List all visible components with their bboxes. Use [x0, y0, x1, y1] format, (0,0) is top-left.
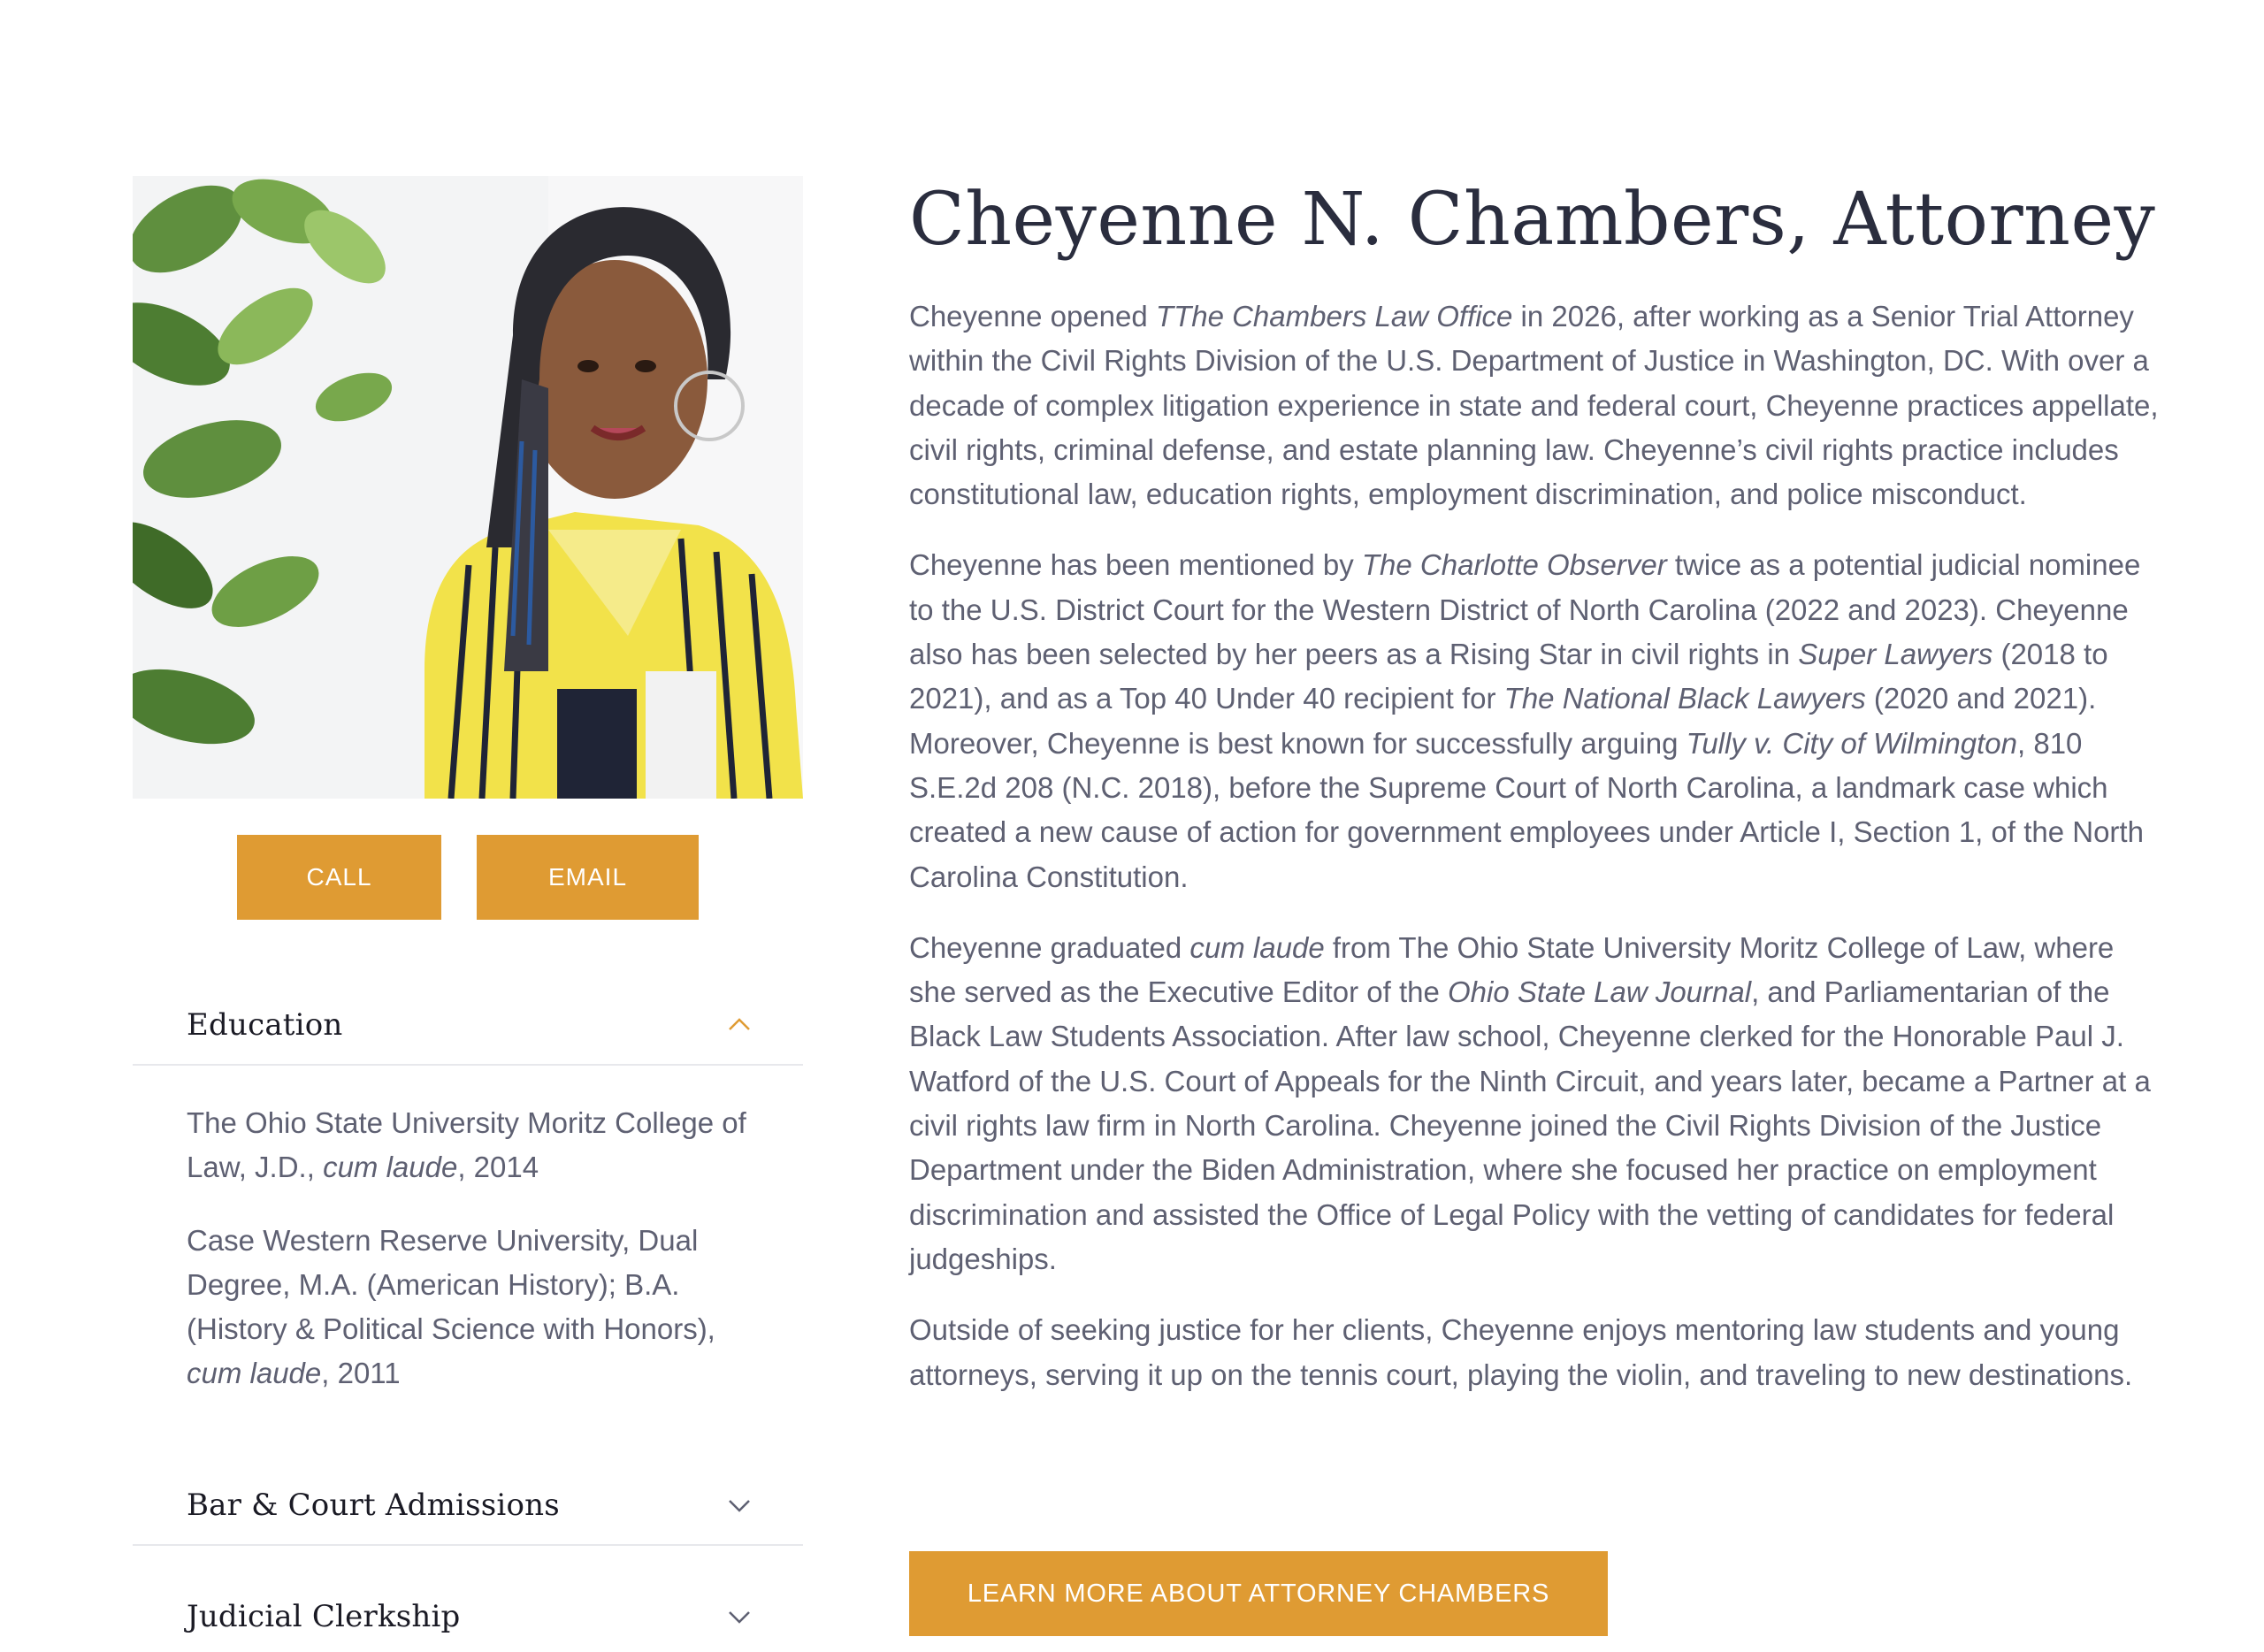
- text-run: Cheyenne opened: [909, 300, 1156, 333]
- italic-text: Super Lawyers: [1798, 638, 1993, 671]
- accordion-title-bar-admissions: Bar & Court Admissions: [187, 1488, 560, 1523]
- italic-text: Tully v. City of Wilmington: [1686, 726, 2018, 760]
- attorney-photo: [133, 176, 803, 799]
- italic-text: The National Black Lawyers: [1503, 682, 1866, 715]
- profile-sidebar: [133, 176, 803, 1634]
- contact-actions: [237, 835, 768, 920]
- text-run: Outside of seeking justice for her clients, Cheyenne enjoys mentoring law students and young attorneys, serving it up on the tennis court, playing the violin, and traveling to new destinations.: [909, 1313, 2133, 1391]
- text-run: (2020 and 2021). Moreover, Cheyenne is best known for successfully arguing: [909, 682, 2097, 760]
- credentials-accordion: [133, 986, 803, 1652]
- chevron-up-icon[interactable]: [727, 1013, 752, 1037]
- text-run: from The Ohio State University Moritz College of Law, where she served as the Executive Editor of the: [909, 930, 2115, 1009]
- text-run: in 2026, after working as a Senior Trial Attorney within the Civil Rights Division of the U.S. Department of Justice in Washington, DC. With over a decade of complex litigation experience in state and federal court, Cheyenne practices appellate, civil rights, criminal defense, and estate planning law. Cheyenne’s civil rights practice includes constitutional law, education rights, employment discrimination, and police misconduct.: [909, 300, 2159, 511]
- accordion-header-education[interactable]: [133, 986, 803, 1064]
- bio-paragraph: [909, 926, 2165, 1281]
- accordion-title-judicial-clerkship: Judicial Clerkship: [187, 1599, 461, 1634]
- education-entry: [187, 1101, 749, 1189]
- bio-paragraph: [909, 1308, 2165, 1397]
- italic-text: TThe Chambers Law Office: [1155, 300, 1513, 333]
- italic-text: Ohio State Law Journal: [1448, 975, 1752, 1009]
- italic-text: cum laude: [1189, 930, 1325, 964]
- text-run: , 2014: [457, 1151, 539, 1183]
- text-run: Case Western Reserve University, Dual Degree, M.A. (American History); B.A. (History & Political Science with Honors),: [187, 1224, 715, 1345]
- accordion-header-judicial-clerkship[interactable]: [133, 1578, 803, 1652]
- text-run: twice as a potential judicial nominee to the U.S. District Court for the Western District of North Carolina (2022 and 2023). Cheyenne also has been selected by her peers as a Rising Star in civil rights in: [909, 548, 2141, 671]
- text-run: The Ohio State University Moritz College of Law, J.D.,: [187, 1106, 746, 1183]
- accordion-title-education: Education: [187, 1007, 343, 1043]
- text-run: , 810 S.E.2d 208 (N.C. 2018), before the Supreme Court of North Carolina, a landmark case which created a new cause of action for government employees under Article I, Section 1, of the North Carolina Constitution.: [909, 726, 2144, 893]
- email-button[interactable]: EMAIL: [477, 835, 699, 920]
- education-entry: [187, 1219, 749, 1396]
- italic-text: The Charlotte Observer: [1361, 548, 1667, 582]
- text-run: Cheyenne has been mentioned by: [909, 548, 1362, 582]
- accordion-header-bar-admissions[interactable]: [133, 1466, 803, 1544]
- italic-text: cum laude: [187, 1357, 322, 1389]
- bio-paragraph: [909, 294, 2165, 516]
- text-run: , and Parliamentarian of the Black Law Students Association. After law school, Cheyenne clerked for the Honorable Paul J. Watford of the U.S. Court of Appeals for the Ninth Circuit, and years later, became a Partner at a civil rights law firm in North Carolina. Cheyenne joined the Civil Rights Division of the Justice Department under the Biden Administration, where she focused her practice on employment discrimination and assisted the Office of Legal Policy with the vetting of candidates for federal judgeships.: [909, 975, 2151, 1275]
- bio-section: [909, 176, 2165, 1608]
- chevron-down-icon[interactable]: [727, 1493, 752, 1518]
- italic-text: cum laude: [323, 1151, 458, 1183]
- learn-more-button[interactable]: LEARN MORE ABOUT ATTORNEY CHAMBERS: [909, 1551, 1608, 1636]
- accordion-body-education: [133, 1066, 803, 1431]
- text-run: (2018 to 2021), and as a Top 40 Under 40 recipient for: [909, 638, 2108, 715]
- call-button[interactable]: CALL: [237, 835, 441, 920]
- text-run: Cheyenne graduated: [909, 930, 1190, 964]
- divider: [133, 1544, 803, 1546]
- text-run: , 2011: [321, 1357, 401, 1389]
- bio-paragraph: [909, 543, 2165, 899]
- page-title: Cheyenne N. Chambers, Attorney: [909, 178, 2156, 262]
- chevron-down-icon[interactable]: [727, 1604, 752, 1629]
- bio-text: [909, 294, 2165, 1397]
